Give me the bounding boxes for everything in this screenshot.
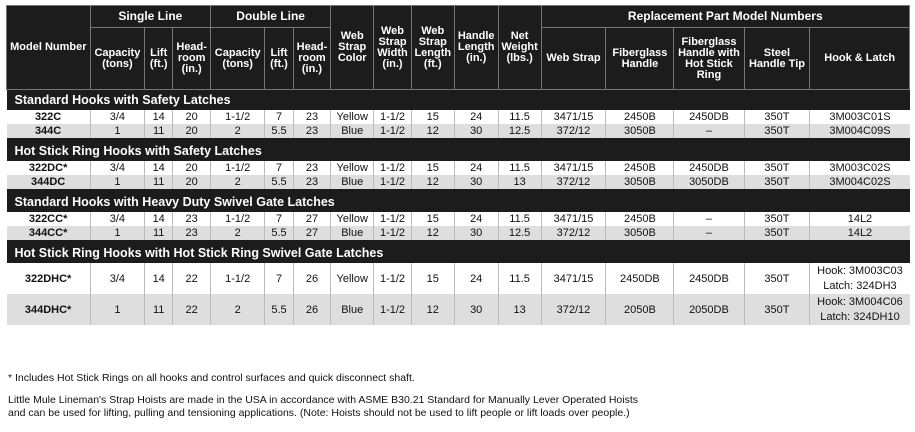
table-cell: 3471/15 [541, 212, 606, 226]
table-cell: 14 [145, 212, 173, 226]
table-cell: 1-1/2 [374, 161, 412, 175]
table-row [7, 212, 910, 226]
table-cell: 24 [454, 110, 498, 124]
table-cell: 372/12 [541, 294, 606, 325]
hoist-spec-table [6, 5, 910, 325]
table-cell: 2 [211, 124, 265, 138]
table-cell: 12 [411, 226, 454, 240]
header-rp-steel-tip: Steel Handle Tip [744, 28, 810, 90]
header-single-lift: Lift (ft.) [145, 28, 173, 90]
table-cell: 350T [744, 161, 810, 175]
table-cell: 3/4 [90, 263, 144, 294]
header-rp-hook-latch: Hook & Latch [810, 28, 910, 90]
table-cell: 350T [744, 263, 810, 294]
hook-part-number: Hook: 3M003C03 [817, 264, 903, 277]
header-handle-length: Handle Length (in.) [454, 6, 498, 90]
table-cell: 5.5 [265, 226, 293, 240]
table-row [7, 161, 910, 175]
table-cell: 2050DB [674, 294, 744, 325]
table-cell: 3M003C01S [810, 110, 910, 124]
table-cell: 2450DB [674, 110, 744, 124]
table-cell: 1 [90, 226, 144, 240]
header-net-weight: Net Weight (lbs.) [498, 6, 541, 90]
table-cell: 3471/15 [541, 161, 606, 175]
header-single-line: Single Line [90, 6, 210, 28]
table-cell: 11.5 [498, 110, 541, 124]
model-number-cell: 322C [7, 110, 91, 124]
table-cell: 1-1/2 [374, 263, 412, 294]
table-cell: 20 [173, 161, 211, 175]
header-model-number: Model Number [7, 6, 91, 90]
table-cell: 1 [90, 124, 144, 138]
latch-part-number: Latch: 324DH10 [820, 310, 900, 323]
table-cell: 2450DB [674, 263, 744, 294]
table-cell: 1-1/2 [374, 110, 412, 124]
table-cell: 1-1/2 [374, 226, 412, 240]
table-cell: Yellow [331, 110, 374, 124]
table-cell: 3M004C02S [810, 175, 910, 189]
table-cell: 23 [173, 212, 211, 226]
table-cell: 5.5 [265, 124, 293, 138]
table-cell: 14L2 [810, 226, 910, 240]
header-replacement-parts: Replacement Part Model Numbers [541, 6, 909, 28]
table-cell: 3/4 [90, 110, 144, 124]
model-number-cell: 344C [7, 124, 91, 138]
table-cell: 27 [293, 226, 331, 240]
hook-latch-cell [810, 263, 910, 294]
header-rp-fiberglass-handle: Fiberglass Handle [606, 28, 674, 90]
table-row [7, 263, 910, 294]
model-number-cell: 344DC [7, 175, 91, 189]
table-cell: 24 [454, 263, 498, 294]
table-cell: 1-1/2 [374, 124, 412, 138]
section-title: Standard Hooks with Heavy Duty Swivel Gate Latches [7, 192, 910, 212]
table-cell: 23 [173, 226, 211, 240]
table-cell: 3050B [606, 226, 674, 240]
table-cell: 12 [411, 124, 454, 138]
table-cell: 3M004C09S [810, 124, 910, 138]
table-cell: 14 [145, 263, 173, 294]
model-number-cell: 322DC* [7, 161, 91, 175]
table-cell: 14 [145, 161, 173, 175]
section-header-row [7, 141, 910, 161]
table-cell: 2 [211, 175, 265, 189]
section-title: Standard Hooks with Safety Latches [7, 90, 910, 111]
table-cell: 2 [211, 226, 265, 240]
table-cell: 2450DB [674, 161, 744, 175]
table-cell: 20 [173, 110, 211, 124]
table-cell: 30 [454, 226, 498, 240]
table-cell: 350T [744, 226, 810, 240]
table-cell: 350T [744, 212, 810, 226]
footnote: * Includes Hot Stick Rings on all hooks and control surfaces and quick disconnect shaft. [8, 372, 415, 384]
table-cell: Blue [331, 124, 374, 138]
model-number-cell: 322DHC* [7, 263, 91, 294]
table-cell: 11 [145, 124, 173, 138]
table-cell: 3050B [606, 124, 674, 138]
table-cell: 13 [498, 294, 541, 325]
table-cell: 3050DB [674, 175, 744, 189]
header-rp-web-strap: Web Strap [541, 28, 606, 90]
table-cell: 3M003C02S [810, 161, 910, 175]
table-cell: 20 [173, 175, 211, 189]
table-row [7, 294, 910, 325]
table-cell: 24 [454, 212, 498, 226]
table-cell: 11.5 [498, 212, 541, 226]
table-cell: 11.5 [498, 161, 541, 175]
table-cell: 2050B [606, 294, 674, 325]
header-rp-fiberglass-hot-stick: Fiberglass Handle with Hot Stick Ring [674, 28, 744, 90]
table-cell: 372/12 [541, 124, 606, 138]
table-cell: 350T [744, 110, 810, 124]
table-cell: 7 [265, 110, 293, 124]
table-cell: 5.5 [265, 294, 293, 325]
table-cell: 372/12 [541, 226, 606, 240]
table-cell: Blue [331, 175, 374, 189]
header-double-headroom: Head- room (in.) [293, 28, 331, 90]
table-cell: 2450DB [606, 263, 674, 294]
table-cell: 22 [173, 263, 211, 294]
table-cell: 23 [293, 161, 331, 175]
table-cell: 7 [265, 212, 293, 226]
section-title: Hot Stick Ring Hooks with Hot Stick Ring Swivel Gate Latches [7, 243, 910, 263]
model-number-cell: 344CC* [7, 226, 91, 240]
table-cell: 3471/15 [541, 263, 606, 294]
section-header-row [7, 192, 910, 212]
table-cell: 27 [293, 212, 331, 226]
table-cell: 1 [90, 175, 144, 189]
table-cell: 7 [265, 263, 293, 294]
table-cell: 15 [411, 263, 454, 294]
table-cell: 1-1/2 [211, 161, 265, 175]
table-cell: 13 [498, 175, 541, 189]
table-cell: 372/12 [541, 175, 606, 189]
table-cell: 26 [293, 263, 331, 294]
table-cell: 2450B [606, 110, 674, 124]
table-cell: 11 [145, 294, 173, 325]
table-cell: 2 [211, 294, 265, 325]
table-cell: 11 [145, 175, 173, 189]
table-cell: 12.5 [498, 226, 541, 240]
table-row [7, 110, 910, 124]
table-cell: 5.5 [265, 175, 293, 189]
table-cell: 24 [454, 161, 498, 175]
table-cell: – [674, 226, 744, 240]
table-cell: 1-1/2 [374, 294, 412, 325]
header-double-line: Double Line [211, 6, 331, 28]
model-number-cell: 344DHC* [7, 294, 91, 325]
table-cell: 23 [293, 175, 331, 189]
table-row [7, 124, 910, 138]
hook-latch-cell [810, 294, 910, 325]
header-double-capacity: Capacity (tons) [211, 28, 265, 90]
table-cell: 1-1/2 [211, 212, 265, 226]
model-number-cell: 322CC* [7, 212, 91, 226]
header-web-strap-width: Web Strap Width (in.) [374, 6, 412, 90]
table-cell: 1-1/2 [211, 263, 265, 294]
table-cell: 14L2 [810, 212, 910, 226]
table-cell: 20 [173, 124, 211, 138]
table-row [7, 175, 910, 189]
table-cell: Yellow [331, 161, 374, 175]
table-cell: 23 [293, 110, 331, 124]
table-cell: 15 [411, 212, 454, 226]
table-cell: 3471/15 [541, 110, 606, 124]
header-single-capacity: Capacity (tons) [90, 28, 144, 90]
table-cell: 3050B [606, 175, 674, 189]
table-cell: 15 [411, 161, 454, 175]
compliance-note [8, 394, 638, 420]
table-cell: 12 [411, 175, 454, 189]
header-double-lift: Lift (ft.) [265, 28, 293, 90]
table-cell: 350T [744, 124, 810, 138]
section-header-row [7, 90, 910, 111]
table-cell: 7 [265, 161, 293, 175]
table-cell: 3/4 [90, 161, 144, 175]
table-cell: – [674, 124, 744, 138]
table-row [7, 226, 910, 240]
table-cell: Yellow [331, 212, 374, 226]
latch-part-number: Latch: 324DH3 [823, 279, 897, 292]
table-cell: 12.5 [498, 124, 541, 138]
table-cell: 12 [411, 294, 454, 325]
table-cell: 3/4 [90, 212, 144, 226]
compliance-line-1: Little Mule Lineman's Strap Hoists are made in the USA in accordance with ASME B30.21 Standard for Manually Lever Operated Hoists [8, 394, 638, 406]
table-cell: 30 [454, 294, 498, 325]
table-cell: 23 [293, 124, 331, 138]
table-cell: 26 [293, 294, 331, 325]
header-single-headroom: Head- room (in.) [173, 28, 211, 90]
compliance-line-2: and can be used for lifting, pulling and tensioning applications. (Note: Hoists should not be used to lift people or lift loads over people.) [8, 407, 630, 419]
table-cell: Blue [331, 294, 374, 325]
table-body [7, 90, 910, 326]
table-cell: 11 [145, 226, 173, 240]
table-cell: 2450B [606, 161, 674, 175]
table-cell: 1-1/2 [211, 110, 265, 124]
table-cell: 11.5 [498, 263, 541, 294]
table-cell: 15 [411, 110, 454, 124]
table-cell: – [674, 212, 744, 226]
table-cell: 30 [454, 124, 498, 138]
header-web-strap-color: Web Strap Color [331, 6, 374, 90]
section-title: Hot Stick Ring Hooks with Safety Latches [7, 141, 910, 161]
table-cell: 350T [744, 175, 810, 189]
table-cell: Yellow [331, 263, 374, 294]
table-cell: 14 [145, 110, 173, 124]
table-cell: 350T [744, 294, 810, 325]
table-cell: 22 [173, 294, 211, 325]
table-cell: 30 [454, 175, 498, 189]
table-cell: 2450B [606, 212, 674, 226]
header-web-strap-length: Web Strap Length (ft.) [411, 6, 454, 90]
table-cell: Blue [331, 226, 374, 240]
table-cell: 1-1/2 [374, 212, 412, 226]
table-cell: 1 [90, 294, 144, 325]
table-cell: 1-1/2 [374, 175, 412, 189]
hook-part-number: Hook: 3M004C06 [817, 295, 903, 308]
section-header-row [7, 243, 910, 263]
